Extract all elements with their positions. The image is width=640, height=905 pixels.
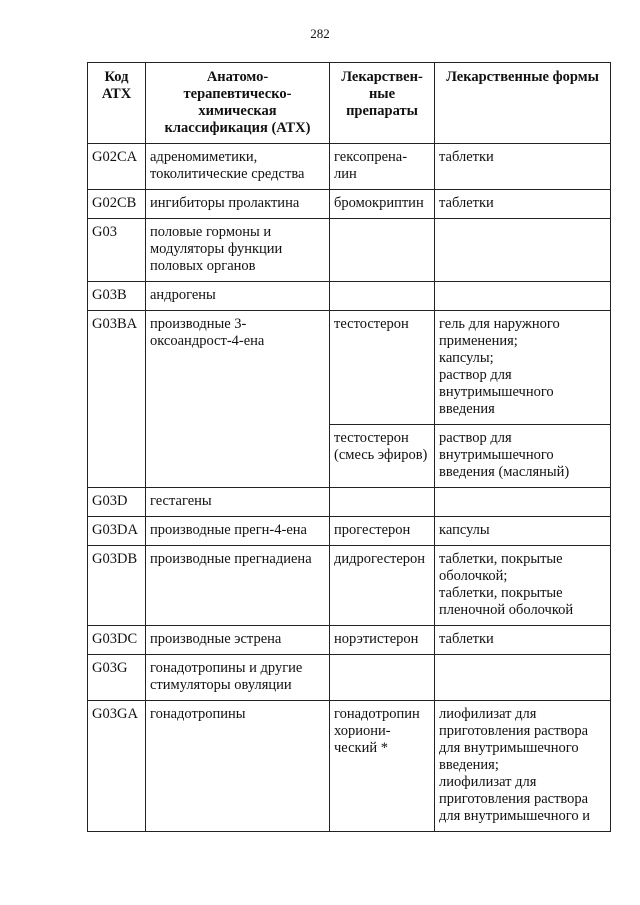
atc-code-cell: G03DB [88,546,146,626]
classification-cell: производные прегн-4-ена [146,517,330,546]
drug-cell: гексопрена- лин [330,144,435,190]
classification-cell: адреномиметики, токолитические средства [146,144,330,190]
drug-cell [330,219,435,282]
classification-cell: гонадотропины [146,701,330,832]
atc-code-cell: G03BA [88,311,146,488]
dosage-form-cell: капсулы [435,517,611,546]
drug-cell: норэтистерон [330,626,435,655]
dosage-form-cell: гель для наружного применения; капсулы; раствор для внутримышечного введения [435,311,611,425]
drug-cell [330,488,435,517]
table-header-row [88,63,611,144]
table-row [88,655,611,701]
atc-code-cell: G02CB [88,190,146,219]
dosage-form-cell [435,655,611,701]
table-row [88,311,611,425]
table-row [88,488,611,517]
atc-code-cell: G03B [88,282,146,311]
header-drugs: Лекарствен- ные препараты [330,63,435,144]
classification-cell: производные эстрена [146,626,330,655]
header-atc-code: Код АТХ [88,63,146,144]
header-atc-classification: Анатомо- терапевтическо- химическая классификация (АТХ) [146,63,330,144]
dosage-form-cell: раствор для внутримышечного введения (масляный) [435,425,611,488]
drug-cell: тестостерон [330,311,435,425]
atc-code-cell: G03DC [88,626,146,655]
table-row [88,626,611,655]
atc-code-cell: G02CA [88,144,146,190]
classification-cell: гонадотропины и другие стимуляторы овуляции [146,655,330,701]
drug-cell: бромокриптин [330,190,435,219]
table-row [88,701,611,832]
table-row [88,190,611,219]
classification-cell: производные 3- оксоандрост-4-ена [146,311,330,488]
table-row [88,219,611,282]
atc-code-cell: G03GA [88,701,146,832]
classification-cell: андрогены [146,282,330,311]
drug-cell: гонадотропин хориони- ческий * [330,701,435,832]
drug-cell: дидрогестерон [330,546,435,626]
table-row [88,282,611,311]
classification-cell: половые гормоны и модуляторы функции половых органов [146,219,330,282]
dosage-form-cell [435,219,611,282]
classification-cell: гестагены [146,488,330,517]
dosage-form-cell: таблетки [435,626,611,655]
dosage-form-cell [435,488,611,517]
classification-cell: ингибиторы пролактина [146,190,330,219]
atc-drug-table [87,62,611,832]
dosage-form-cell: таблетки [435,190,611,219]
atc-code-cell: G03 [88,219,146,282]
dosage-form-cell: лиофилизат для приготовления раствора для внутримышечного введения; лиофилизат для приготовления раствора для внутримышечного и [435,701,611,832]
header-dosage-forms: Лекарственные формы [435,63,611,144]
atc-code-cell: G03DA [88,517,146,546]
dosage-form-cell: таблетки [435,144,611,190]
page-number: 282 [310,26,330,41]
dosage-form-cell [435,282,611,311]
table-row [88,144,611,190]
dosage-form-cell: таблетки, покрытые оболочкой; таблетки, покрытые пленочной оболочкой [435,546,611,626]
atc-code-cell: G03G [88,655,146,701]
drug-cell [330,282,435,311]
table-row [88,517,611,546]
classification-cell: производные прегнадиена [146,546,330,626]
table-row [88,546,611,626]
drug-cell: тестостерон (смесь эфиров) [330,425,435,488]
drug-cell: прогестерон [330,517,435,546]
drug-cell [330,655,435,701]
atc-code-cell: G03D [88,488,146,517]
